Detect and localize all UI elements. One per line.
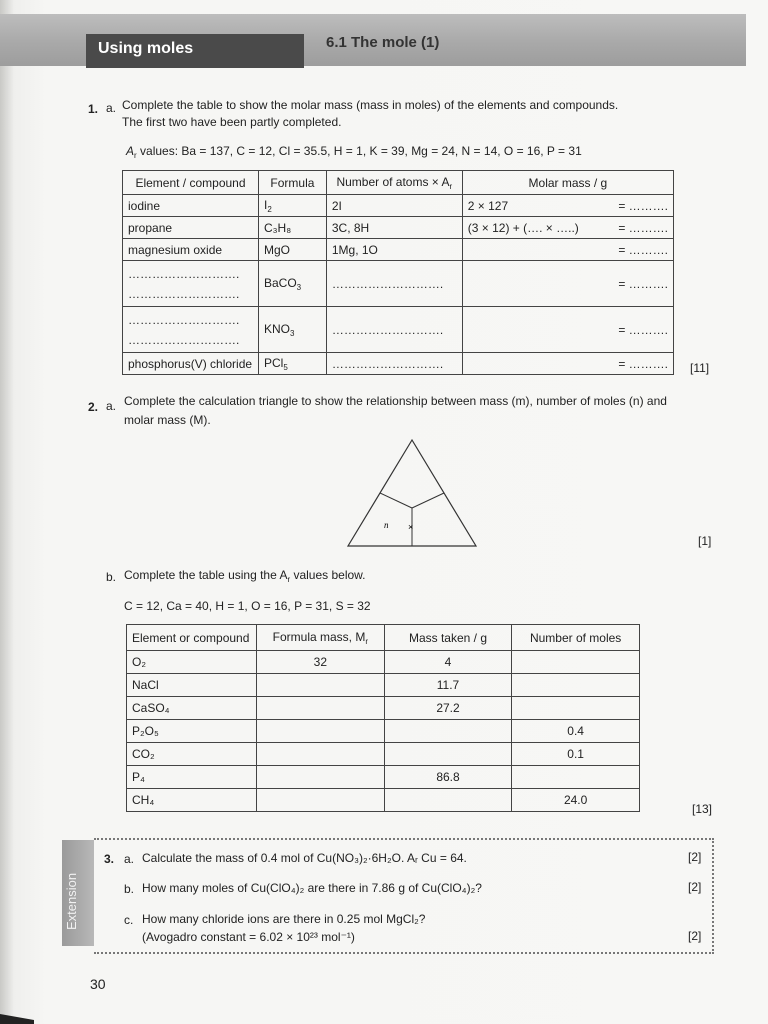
row-formula-mass[interactable] (256, 743, 384, 766)
row-formula-mass[interactable] (256, 789, 384, 812)
row-atoms-blank[interactable]: ………………………. (326, 353, 462, 375)
q1-number: 1. (88, 102, 99, 116)
q3b-text: How many moles of Cu(ClO₄)₂ are there in 7.86 g of Cu(ClO₄)₂? (142, 881, 482, 895)
row-name: iodine (123, 195, 259, 217)
q2-part-b: b. (106, 570, 117, 584)
q1-part-a: a. (106, 101, 117, 115)
table-row (127, 766, 640, 789)
row-compound: CO₂ (127, 743, 257, 766)
col-header-element: Element / compound (123, 171, 259, 195)
q1-table (122, 170, 674, 375)
row-name-blank[interactable]: ………………………. ………………………. (123, 307, 259, 353)
q3-number: 3. (104, 852, 115, 866)
row-moles[interactable]: 0.4 (512, 720, 640, 743)
row-formula-mass[interactable]: 32 (256, 651, 384, 674)
triangle-x-sign: × (408, 522, 414, 532)
row-name-blank[interactable]: ………………………. ………………………. (123, 261, 259, 307)
q3-part-b: b. (124, 882, 135, 896)
row-compound: NaCl (127, 674, 257, 697)
triangle-n-label: n (384, 520, 389, 530)
row-atoms: 1Mg, 1O (326, 239, 462, 261)
q1-instruction-line1: Complete the table to show the molar mass (mass in moles) of the elements and compounds. (122, 98, 619, 112)
table-row (127, 697, 640, 720)
table-row (123, 353, 674, 375)
row-atoms-blank[interactable]: ………………………. (326, 307, 462, 353)
row-moles[interactable]: 0.1 (512, 743, 640, 766)
table-row (123, 239, 674, 261)
col-header-moles: Number of moles (512, 625, 640, 651)
calculation-triangle (340, 436, 484, 552)
row-mass-taken[interactable]: 4 (384, 651, 512, 674)
header-title: Using moles (98, 40, 194, 57)
row-name: phosphorus(V) chloride (123, 353, 259, 375)
q3-part-c: c. (124, 913, 134, 927)
row-formula: MgO (258, 239, 326, 261)
table-row (127, 651, 640, 674)
table-row (123, 307, 674, 353)
table-row (123, 195, 674, 217)
col-header-formula: Formula (258, 171, 326, 195)
row-atoms: 3C, 8H (326, 217, 462, 239)
q1-instruction-line2: The first two have been partly completed. (122, 115, 342, 129)
table-row (127, 789, 640, 812)
q2-number: 2. (88, 400, 99, 414)
q2-part-a: a. (106, 399, 117, 413)
q2b-values: C = 12, Ca = 40, H = 1, O = 16, P = 31, S = 32 (124, 599, 371, 613)
row-formula: $I_2$ (258, 195, 326, 217)
triangle-divider-right (412, 493, 444, 508)
row-formula-mass[interactable] (256, 766, 384, 789)
row-moles[interactable] (512, 651, 640, 674)
row-formula-mass[interactable] (256, 674, 384, 697)
row-molar-mass[interactable]: = ………. (462, 261, 673, 307)
extension-label: Extension (64, 872, 79, 930)
q2a-line2: molar mass (M). (124, 413, 211, 427)
table-row (127, 743, 640, 766)
row-atoms-blank[interactable]: ………………………. (326, 261, 462, 307)
row-compound: P₄ (127, 766, 257, 789)
q3a-text: Calculate the mass of 0.4 mol of Cu(NO₃)₂·6H₂O. Aᵣ Cu = 64. (142, 851, 467, 865)
row-moles[interactable] (512, 697, 640, 720)
row-formula: PCl$_5$ (258, 353, 326, 375)
q2a-marks: [1] (698, 534, 712, 548)
row-molar-mass[interactable]: (3 × 12) + (…. × …..) = ………. (462, 217, 673, 239)
row-compound: P₂O₅ (127, 720, 257, 743)
row-formula: C₃H₈ (258, 217, 326, 239)
row-formula: $KNO_3$ (258, 307, 326, 353)
table-header-row (123, 171, 674, 195)
binding-shadow (0, 0, 14, 1024)
row-compound: CaSO₄ (127, 697, 257, 720)
q3b-marks: [2] (688, 880, 702, 894)
q1-marks: [11] (690, 361, 710, 375)
row-formula-mass[interactable] (256, 720, 384, 743)
ar-values-text: values: Ba = 137, C = 12, Cl = 35.5, H = 1, K = 39, Mg = 24, N = 14, O = 16, P = 31 (136, 144, 582, 158)
col-header-mass-taken: Mass taken / g (384, 625, 512, 651)
col-header-atoms: Number of atoms × $A_r$ (326, 171, 462, 195)
row-mass-taken[interactable] (384, 720, 512, 743)
q3c-marks: [2] (688, 929, 702, 943)
row-formula: BaCO$_3$ (258, 261, 326, 307)
row-mass-taken[interactable]: 86.8 (384, 766, 512, 789)
table-row (127, 674, 640, 697)
row-name: propane (123, 217, 259, 239)
q3c-text: How many chloride ions are there in 0.25 mol MgCl₂? (142, 912, 426, 926)
q3-part-a: a. (124, 852, 135, 866)
col-header-formula-mass: Formula mass, $M_r$ (256, 625, 384, 651)
col-header-molar-mass: Molar mass / g (462, 171, 673, 195)
row-name: magnesium oxide (123, 239, 259, 261)
row-molar-mass[interactable]: = ………. (462, 353, 673, 375)
row-mass-taken[interactable]: 27.2 (384, 697, 512, 720)
row-molar-mass[interactable]: = ………. (462, 239, 673, 261)
ar-symbol: A (126, 144, 135, 158)
col-header-element: Element or compound (127, 625, 257, 651)
page-number: 30 (90, 976, 106, 992)
q1-ar-values (126, 144, 582, 160)
q3c-text2: (Avogadro constant = 6.02 × 10²³ mol⁻¹) (142, 930, 355, 944)
q2b-marks: [13] (692, 802, 713, 816)
table-row (123, 217, 674, 239)
table-row (123, 261, 674, 307)
table-row (127, 720, 640, 743)
ar-subscript: r (134, 151, 137, 160)
q3a-marks: [2] (688, 850, 702, 864)
row-mass-taken[interactable]: 11.7 (384, 674, 512, 697)
row-molar-mass[interactable]: 2 × 127 = ………. (462, 195, 673, 217)
row-moles[interactable]: 24.0 (512, 789, 640, 812)
row-compound: O₂ (127, 651, 257, 674)
row-compound: CH₄ (127, 789, 257, 812)
row-formula-mass[interactable] (256, 697, 384, 720)
q2b-instruction: Complete the table using the $A_r$ values below. (124, 568, 366, 584)
row-mass-taken[interactable] (384, 743, 512, 766)
row-mass-taken[interactable] (384, 789, 512, 812)
q2b-table (126, 624, 640, 812)
row-moles[interactable] (512, 674, 640, 697)
triangle-divider-left (380, 493, 412, 508)
row-atoms: 2I (326, 195, 462, 217)
row-moles[interactable] (512, 766, 640, 789)
q2a-line1: Complete the calculation triangle to show the relationship between mass (m), number of moles (n) and (124, 394, 667, 408)
section-title: 6.1 The mole (1) (326, 34, 440, 51)
row-molar-mass[interactable]: = ………. (462, 307, 673, 353)
table-header-row (127, 625, 640, 651)
